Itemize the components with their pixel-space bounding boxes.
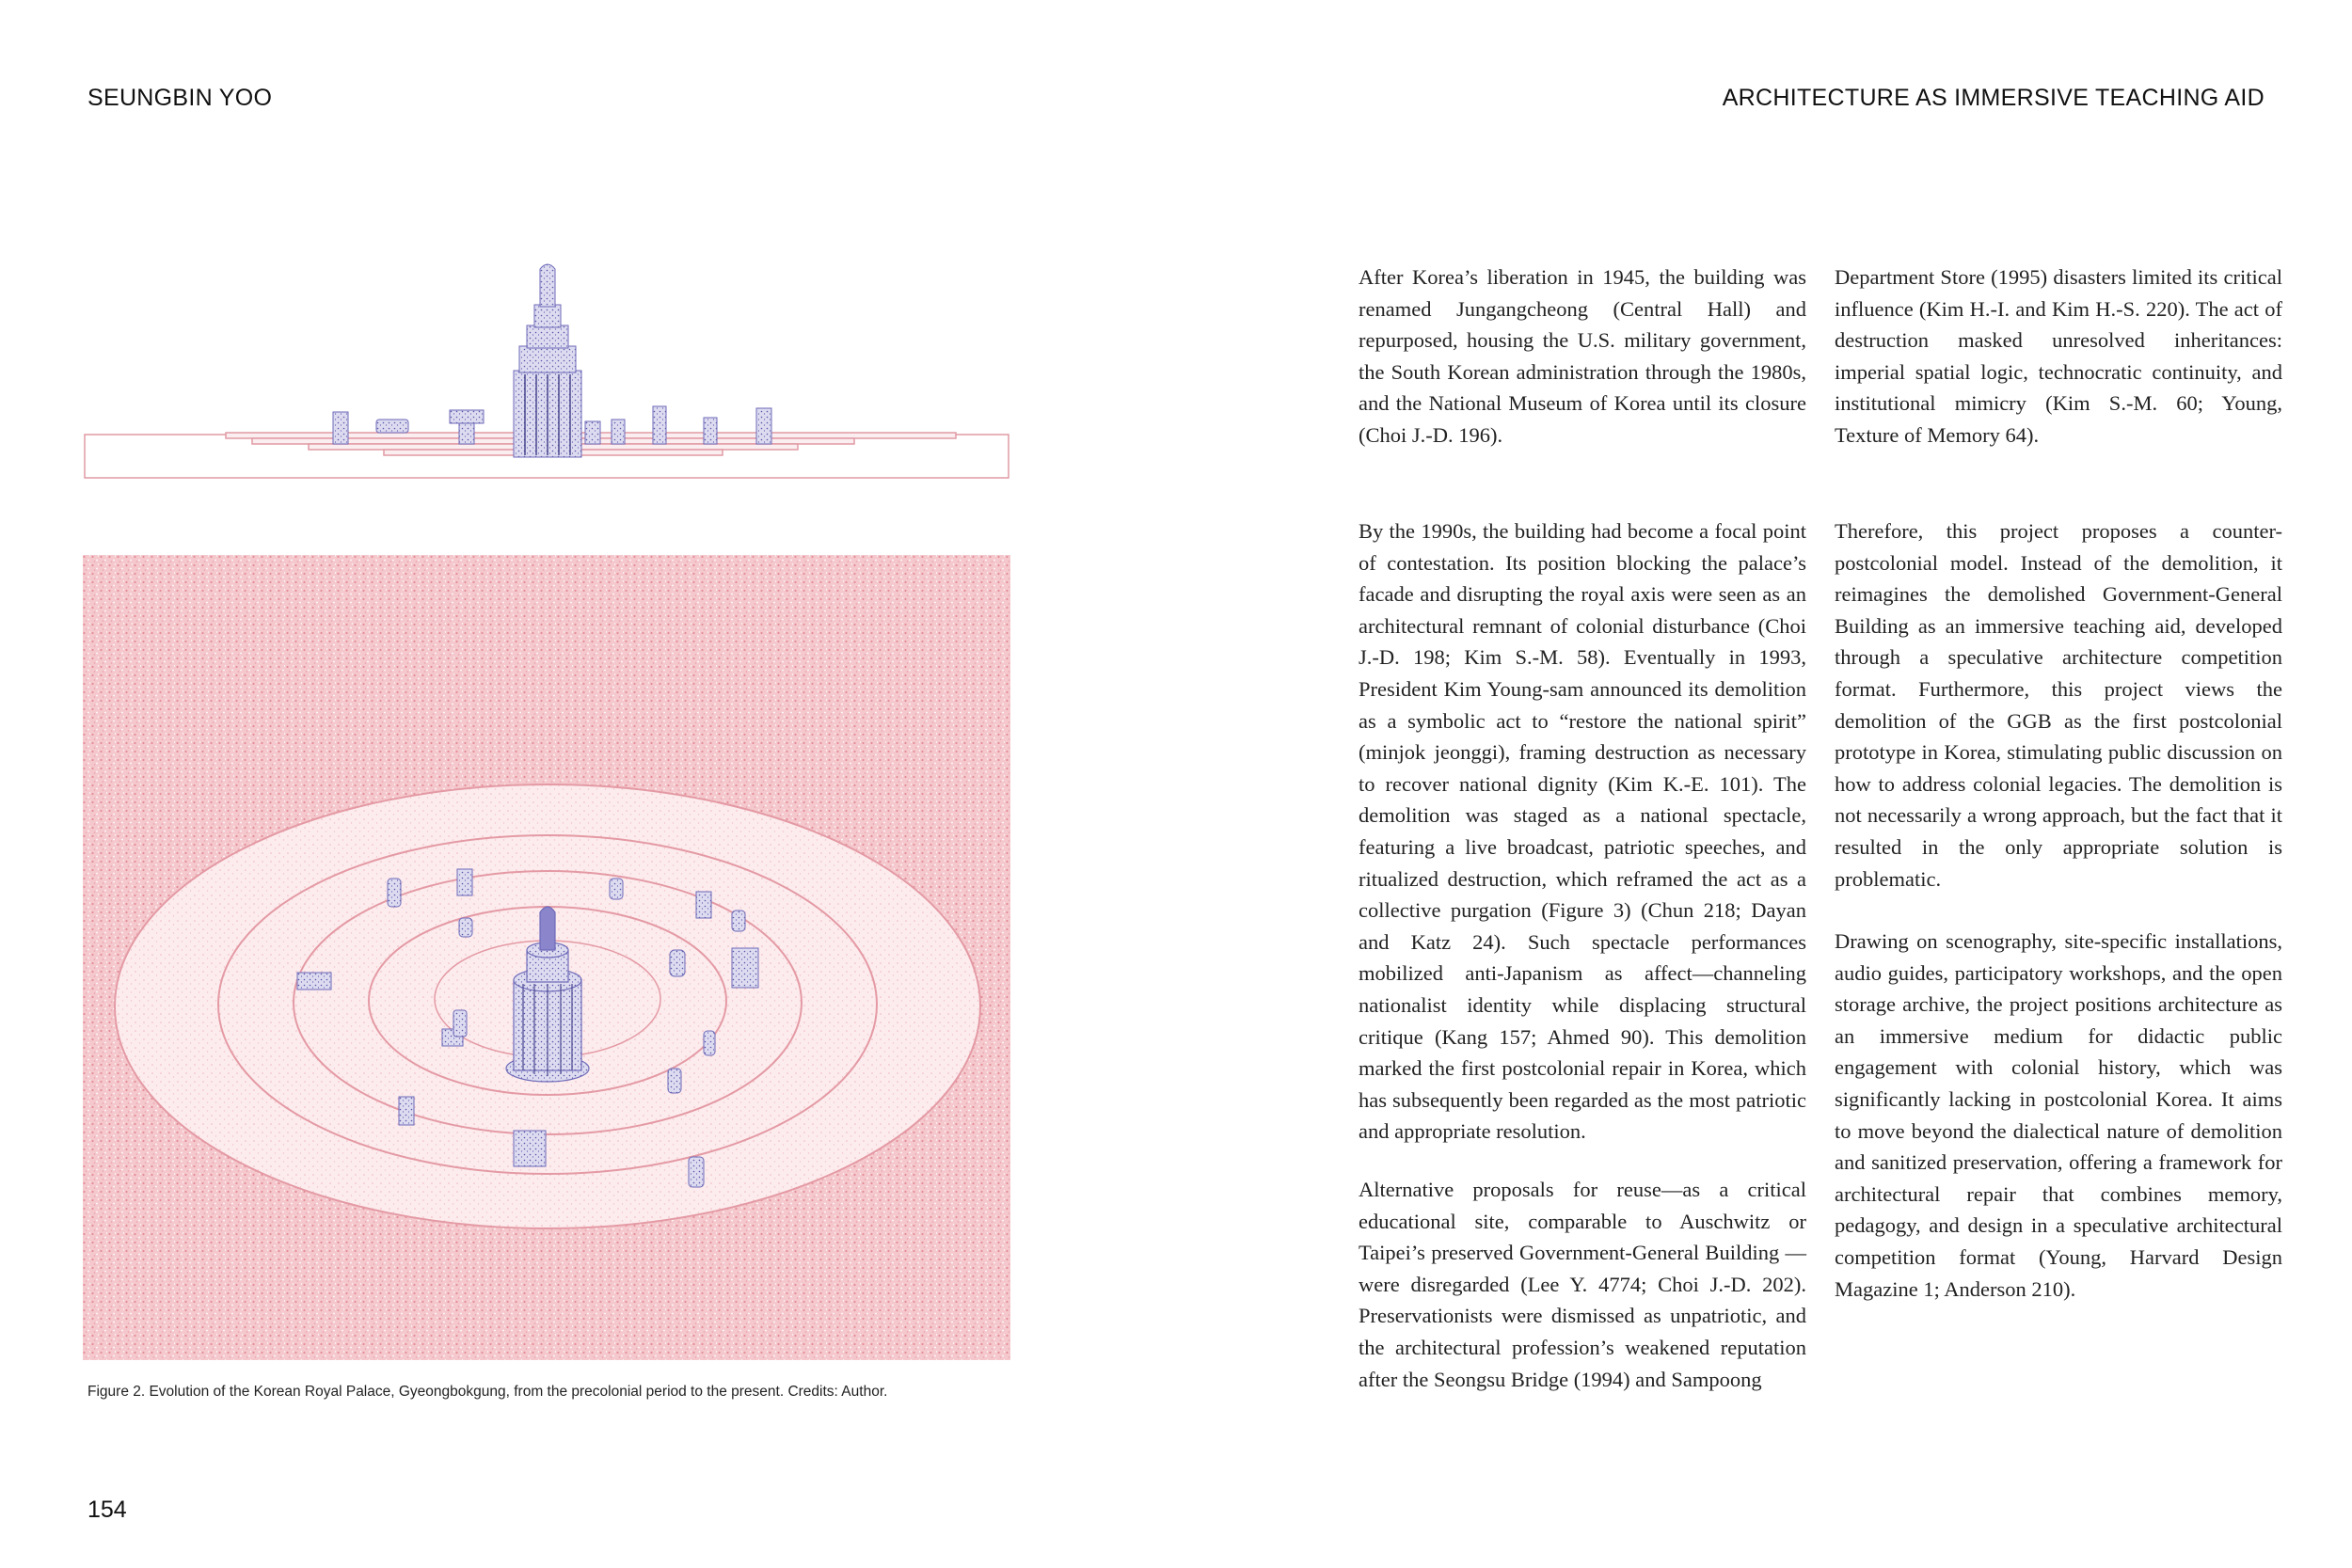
body-paragraph: By the 1990s, the building had become a focal point of contestation. Its position blocking the palace’s facade and disrupting the royal axis were seen as an architectural remnant of colonial disturbance (Choi J.-D. 198; Kim S.-M. 58). Eventually in 1993, President Kim Young-sam announced its demolition as a symbolic act to “restore the national spirit” (minjok jeonggi), framing destruction as necessary to recover national dignity (Kim K.-E. 101). The demolition was staged as a national spectacle, featuring a live broadcast, patriotic speeches, and ritualized destruction, which reframed the act as a collective purgation (Figure 3) (Chun 218; Dayan and Katz 24). Such spectacle performances mobilized anti-Japanism as affect—channeling nationalist identity while displacing structural critique (Kang 157; Ahmed 90). This demolition marked the first postcolonial repair in Korea, which has subsequently been regarded as the most patriotic and appropriate resolution.	[1359, 519, 1806, 1144]
running-head-author: SEUNGBIN YOO	[87, 85, 273, 111]
body-paragraph: Department Store (1995) disasters limited its critical influence (Kim H.-I. and Kim H.-S. 220). The act of destruction masked unresolved inheritances: imperial spatial logic, technocratic continuity, and institutional mimicry (Kim S.-M. 60; Young, Texture of Memory 64).	[1835, 265, 2282, 447]
body-paragraph: After Korea’s liberation in 1945, the building was renamed Jungangcheong (Central Hall) and repurposed, housing the U.S. military government, the South Korean administration through the 1980s, and the National Museum of Korea until its closure (Choi J.-D. 196).	[1359, 265, 1806, 447]
body-paragraph: Drawing on scenography, site-specific installations, audio guides, participatory workshops, and the open storage archive, the project positions architecture as an immersive medium for didactic public engagement with colonial history, which was significantly lacking in postcolonial Korea. It aims to move beyond the dialectical nature of demolition and sanitized preservation, offering a framework for architectural repair that combines memory, pedagogy, and design in a speculative architectural competition format (Young, Harvard Design Magazine 1; Anderson 210).	[1835, 929, 2282, 1301]
body-paragraph: Alternative proposals for reuse—as a critical educational site, comparable to Auschwitz or Taipei’s preserved Government-General Building —were disregarded (Lee Y. 4774; Choi J.-D. 202). Preservationists were dismissed as unpatriotic, and the architectural profession’s weakened reputation after the Seongsu Bridge (1994) and Sampoong	[1359, 1178, 1806, 1391]
body-paragraph: Therefore, this project proposes a counter-postcolonial model. Instead of the demolition, it reimagines the demolished Government-General Building as an immersive teaching aid, developed through a speculative architecture competition format. Furthermore, this project views the demolition of the GGB as the first postcolonial prototype in Korea, stimulating public discussion on how to address colonial legacies. The demolition is not necessarily a wrong approach, but the fact that it resulted in the only appropriate solution is problematic.	[1835, 519, 2282, 891]
running-head-title: ARCHITECTURE AS IMMERSIVE TEACHING AID	[1722, 85, 2265, 111]
figure-plan-drawing	[83, 555, 1010, 1360]
figure-elevation-drawing	[83, 263, 1010, 482]
page-number: 154	[87, 1497, 127, 1523]
figure-caption: Figure 2. Evolution of the Korean Royal Palace, Gyeongbokgung, from the precolonial period to the present. Credits: Author.	[87, 1384, 888, 1400]
